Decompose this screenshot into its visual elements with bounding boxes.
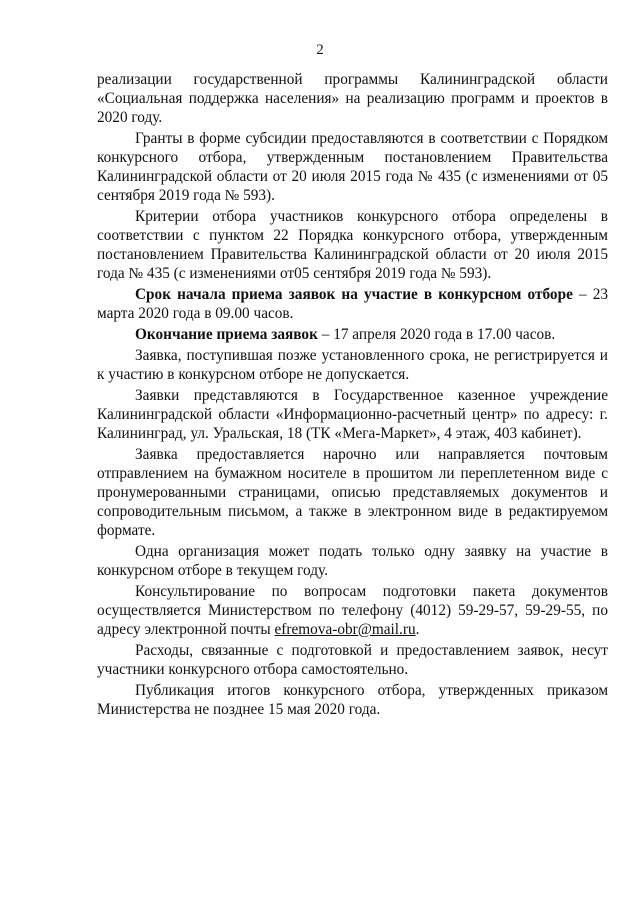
start-date-heading: Срок начала приема заявок на участие в конкурсном отборе bbox=[135, 286, 573, 303]
paragraph-late-application: Заявка, поступившая позже установленного срока, не регистрируется и к участию в конкурсном отборе не допускается. bbox=[97, 347, 608, 383]
consultation-end: . bbox=[415, 621, 420, 638]
paragraph-grants: Гранты в форме субсидии предоставляются в соответствии с Порядком конкурсного отбора, утвержденным постановлением Правительства Калининградской области от 20 июля 2015 года № 435 (с изменениями от 05 сентября 2019 года № 593). bbox=[97, 130, 608, 204]
paragraph-consultation bbox=[97, 582, 608, 639]
paragraph-start-date bbox=[97, 285, 608, 323]
end-date-heading: Окончание приема заявок bbox=[135, 326, 318, 343]
consultation-text: Консультирование по вопросам подготовки пакета документов осуществляется Министерством по телефону (4012) 59-29-57, 59-29-55, по адресу электронной почты bbox=[97, 583, 608, 638]
paragraph-end-date bbox=[97, 325, 608, 344]
start-date-value: – 23 марта 2020 года в 09.00 часов. bbox=[97, 286, 609, 322]
paragraph-expenses: Расходы, связанные с подготовкой и предоставлением заявок, несут участники конкурсного отбора самостоятельно. bbox=[97, 642, 608, 678]
email-link[interactable]: efremova-obr@mail.ru bbox=[274, 621, 416, 638]
paragraph-one-application: Одна организация может подать только одну заявку на участие в конкурсном отборе в текущем году. bbox=[97, 543, 608, 579]
paragraph-program-continuation: реализации государственной программы Калининградской области «Социальная поддержка населения» на реализацию программ и проектов в 2020 году. bbox=[97, 71, 608, 126]
paragraph-publication: Публикация итогов конкурсного отбора, утвержденных приказом Министерства не позднее 15 мая 2020 года. bbox=[97, 682, 608, 718]
paragraph-criteria: Критерии отбора участников конкурсного отбора определены в соответствии с пунктом 22 Порядка конкурсного отбора, утвержденным постановлением Правительства Калининградской области от 20 июля 2015 года № 435 (с изменениями от05 сентября 2019 года № 593). bbox=[97, 208, 608, 282]
document-body bbox=[97, 70, 608, 721]
paragraph-submission-address: Заявки представляются в Государственное казенное учреждение Калининградской области «Информационно-расчетный центр» по адресу: г. Калининград, ул. Уральская, 18 (ТК «Мега-Маркет», 4 этаж, 403 кабинет). bbox=[97, 387, 608, 442]
paragraph-submission-method: Заявка предоставляется нарочно или направляется почтовым отправлением на бумажном носителе в прошитом ли переплетенном виде с пронумерованными страницами, описью представляемых документов и сопроводительным письмом, а также в электронном виде в редактируемом формате. bbox=[97, 446, 608, 539]
page-number: 2 bbox=[316, 42, 324, 58]
end-date-value: – 17 апреля 2020 года в 17.00 часов. bbox=[317, 326, 556, 343]
